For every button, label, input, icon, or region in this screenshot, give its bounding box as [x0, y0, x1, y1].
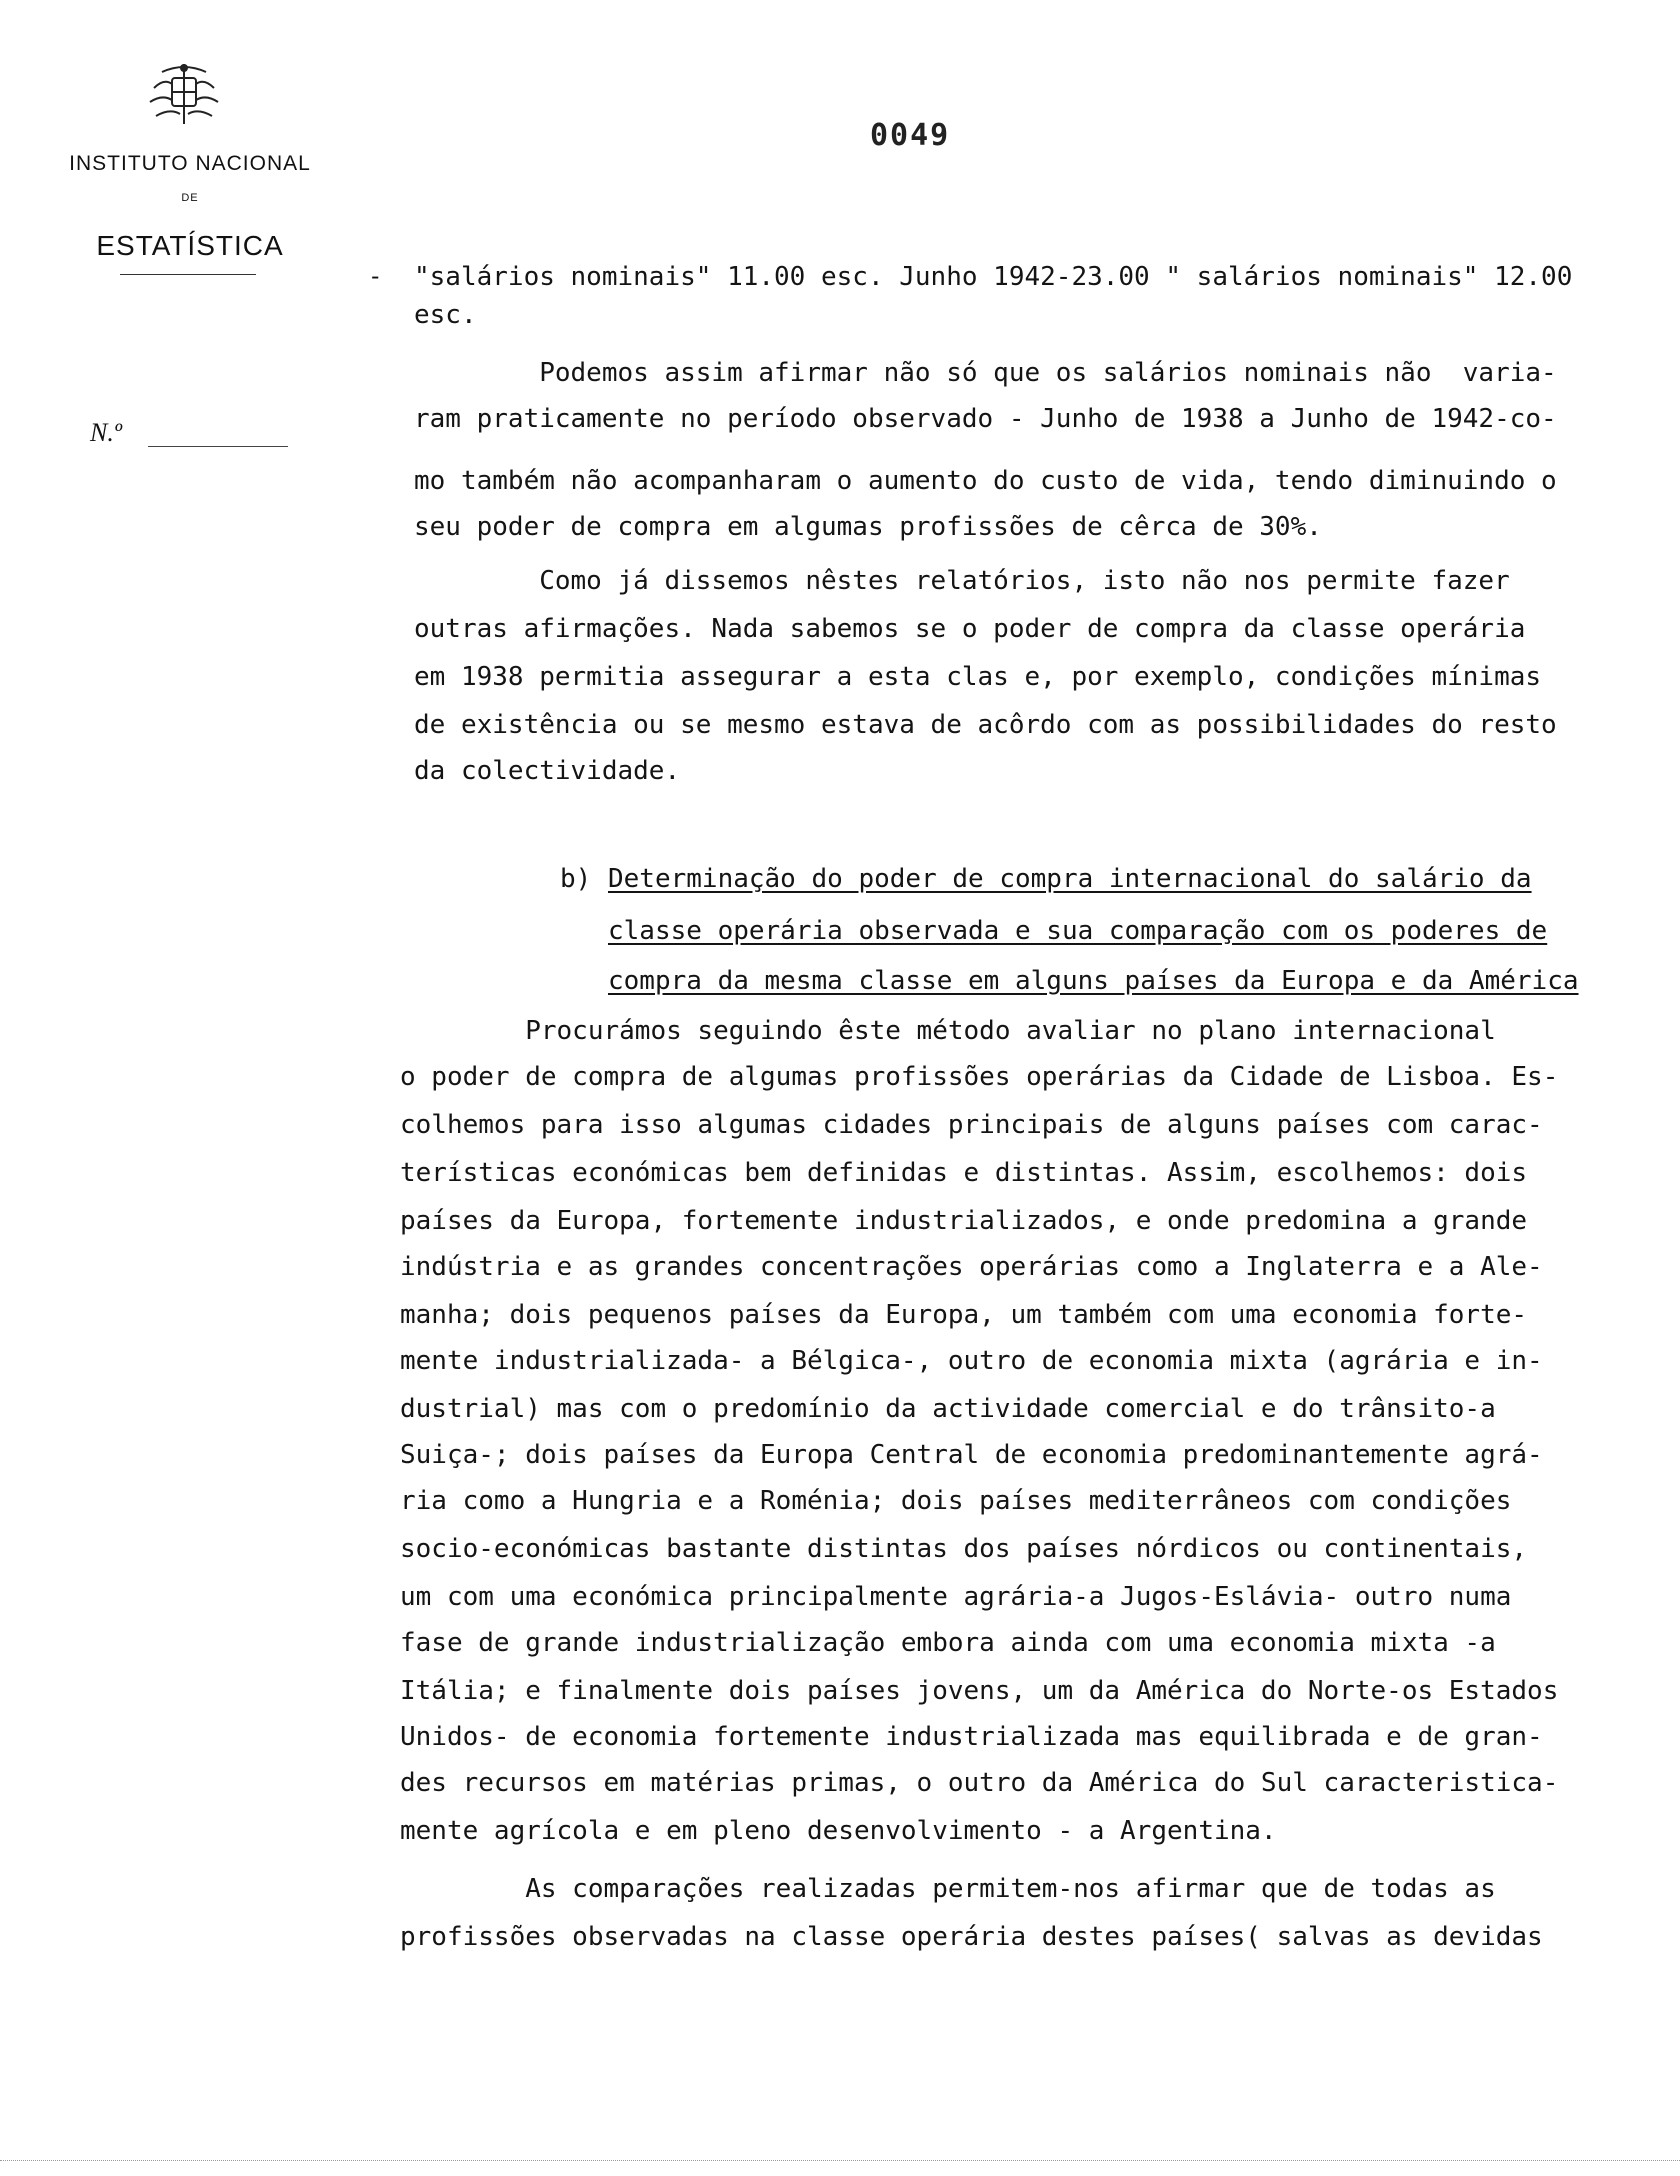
text-line: Itália; e finalmente dois países jovens, um da América do Norte-os Estados	[400, 1676, 1559, 1706]
text-line: colhemos para isso algumas cidades principais de alguns países com carac-	[400, 1110, 1543, 1140]
section-heading-line: Determinação do poder de compra internacional do salário da	[608, 864, 1532, 894]
text-line: países da Europa, fortemente industrializados, e onde predomina a grande	[400, 1206, 1528, 1236]
text-line: Suiça-; dois países da Europa Central de economia predominantemente agrá-	[400, 1440, 1543, 1470]
text-line: "salários nominais" 11.00 esc. Junho 1942-23.00 " salários nominais" 12.00	[414, 262, 1573, 292]
text-line: terísticas económicas bem definidas e distintas. Assim, escolhemos: dois	[400, 1158, 1528, 1188]
text-line: Como já dissemos nêstes relatórios, isto não nos permite fazer	[414, 566, 1510, 596]
text-line: As comparações realizadas permitem-nos afirmar que de todas as	[400, 1874, 1496, 1904]
text-line: fase de grande industrialização embora ainda com uma economia mixta -a	[400, 1628, 1496, 1658]
bottom-scan-edge	[0, 2160, 1680, 2161]
section-heading-line: classe operária observada e sua comparação com os poderes de	[608, 916, 1548, 946]
text-line: Unidos- de economia fortemente industrializada mas equilibrada e de gran-	[400, 1722, 1543, 1752]
text-line: em 1938 permitia assegurar a esta clas e, por exemplo, condições mínimas	[414, 662, 1542, 692]
page-stamp: 0049	[870, 118, 951, 153]
text-line: da colectividade.	[414, 756, 681, 786]
text-line: ria como a Hungria e a Roménia; dois países mediterrâneos com condições	[400, 1486, 1512, 1516]
text-line: de existência ou se mesmo estava de acôrdo com as possibilidades do resto	[414, 710, 1557, 740]
text-line: outras afirmações. Nada sabemos se o poder de compra da classe operária	[414, 614, 1526, 644]
institution-statistics: ESTATÍSTICA	[96, 230, 284, 261]
document-number-line	[148, 446, 288, 447]
text-line: mente agrícola e em pleno desenvolvimento - a Argentina.	[400, 1816, 1277, 1846]
text-line: o poder de compra de algumas profissões operárias da Cidade de Lisboa. Es-	[400, 1062, 1559, 1092]
coat-of-arms-icon	[144, 58, 224, 130]
text-line: dustrial) mas com o predomínio da actividade comercial e do trânsito-a	[400, 1394, 1496, 1424]
text-line: esc.	[414, 300, 477, 330]
text-line: Procurámos seguindo êste método avaliar no plano internacional	[400, 1016, 1496, 1046]
institution-de: DE	[181, 192, 199, 204]
institution-name: INSTITUTO NACIONAL	[69, 152, 311, 175]
text-line: manha; dois pequenos países da Europa, um também com uma economia forte-	[400, 1300, 1528, 1330]
letterhead-divider	[120, 274, 256, 275]
text-line: mente industrializada- a Bélgica-, outro de economia mixta (agrária e in-	[400, 1346, 1543, 1376]
section-marker: b)	[560, 864, 592, 894]
text-line: socio-económicas bastante distintas dos países nórdicos ou continentais,	[400, 1534, 1528, 1564]
text-line: profissões observadas na classe operária destes países( salvas as devidas	[400, 1922, 1543, 1952]
document-number-label: N.º	[90, 418, 122, 447]
text-line: mo também não acompanharam o aumento do custo de vida, tendo diminuindo o	[414, 466, 1557, 496]
text-line: indústria e as grandes concentrações operárias como a Inglaterra e a Ale-	[400, 1252, 1543, 1282]
text-line: Podemos assim afirmar não só que os salários nominais não varia-	[414, 358, 1557, 388]
text-line: ram praticamente no período observado - Junho de 1938 a Junho de 1942-co-	[414, 404, 1557, 434]
text-line: des recursos em matérias primas, o outro da América do Sul caracteristica-	[400, 1768, 1559, 1798]
text-line: um com uma económica principalmente agrária-a Jugos-Eslávia- outro numa	[400, 1582, 1512, 1612]
margin-dash: -	[368, 262, 383, 290]
text-line: seu poder de compra em algumas profissões de cêrca de 30%.	[414, 512, 1322, 542]
section-heading-line: compra da mesma classe em alguns países da Europa e da América	[608, 966, 1579, 996]
